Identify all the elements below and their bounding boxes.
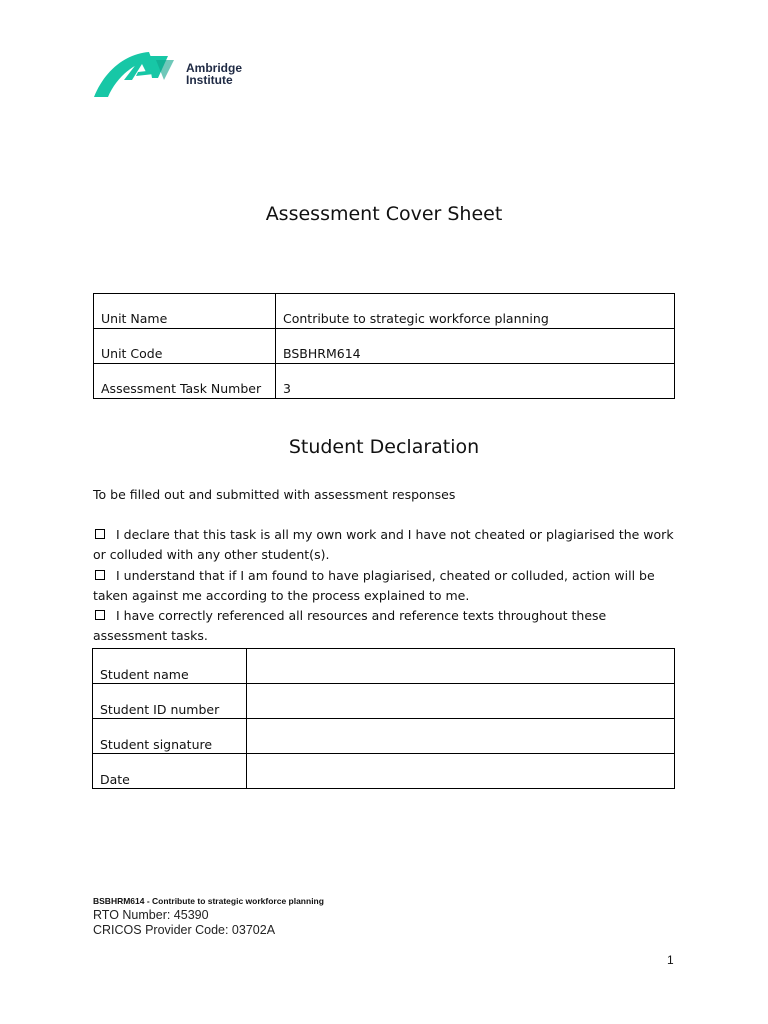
declaration-intro: To be filled out and submitted with assessment responses [93, 487, 456, 502]
student-id-field[interactable] [247, 684, 675, 719]
declaration-text-2: I understand that if I am found to have plagiarised, cheated or colluded, action will be taken against me according to the process explained to me. [93, 568, 655, 603]
student-name-field[interactable] [247, 649, 675, 684]
institute-logo [94, 50, 264, 100]
declaration-text-3: I have correctly referenced all resources and reference texts throughout these assessment tasks. [93, 608, 607, 643]
table-row [94, 294, 675, 329]
unit-info-table [93, 293, 675, 399]
cricos-code: CRICOS Provider Code: 03702A [93, 923, 276, 937]
declaration-title: Student Declaration [288, 436, 480, 458]
unit-name-value: Contribute to strategic workforce planning [276, 294, 675, 329]
declaration-item [93, 566, 683, 606]
unit-code-label: Unit Code [94, 329, 276, 364]
table-row [93, 649, 675, 684]
task-number-label: Assessment Task Number [94, 364, 276, 399]
student-id-label: Student ID number [93, 684, 247, 719]
declaration-item [93, 525, 683, 565]
table-row [93, 754, 675, 789]
rto-number: RTO Number: 45390 [93, 908, 209, 922]
declaration-item [93, 606, 683, 646]
table-row [93, 719, 675, 754]
declaration-text-1: I declare that this task is all my own work and I have not cheated or plagiarised the work or colluded with any other student(s). [93, 527, 674, 562]
student-signature-field[interactable] [247, 719, 675, 754]
date-field[interactable] [247, 754, 675, 789]
table-row [94, 364, 675, 399]
ambridge-logo-icon [94, 50, 182, 100]
checkbox-1[interactable] [95, 529, 105, 539]
checkbox-3[interactable] [95, 610, 105, 620]
table-row [93, 684, 675, 719]
student-name-label: Student name [93, 649, 247, 684]
logo-line-1: Ambridge [186, 61, 243, 75]
task-number-value: 3 [276, 364, 675, 399]
student-details-table [92, 648, 675, 789]
table-row [94, 329, 675, 364]
student-signature-label: Student signature [93, 719, 247, 754]
unit-code-value: BSBHRM614 [276, 329, 675, 364]
logo-wordmark [186, 62, 242, 86]
page-number: 1 [667, 953, 674, 967]
date-label: Date [93, 754, 247, 789]
checkbox-2[interactable] [95, 570, 105, 580]
page-title: Assessment Cover Sheet [265, 203, 503, 225]
footer-unit-title: BSBHRM614 - Contribute to strategic workforce planning [93, 896, 324, 906]
logo-line-2: Institute [186, 73, 233, 87]
unit-name-label: Unit Name [94, 294, 276, 329]
